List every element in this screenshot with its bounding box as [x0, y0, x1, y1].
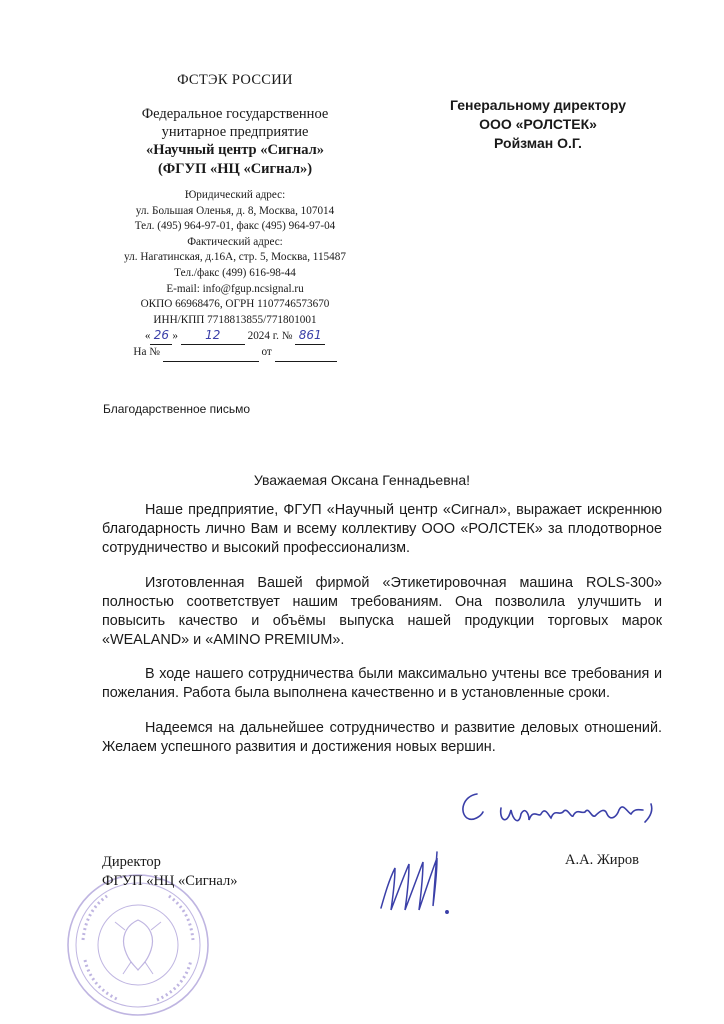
addressee-company: ООО «РОЛСТЕК» [479, 116, 597, 132]
org-name: «Научный центр «Сигнал» [145, 142, 325, 158]
ot-label: от [261, 345, 272, 358]
ref-year-text: 2024 г. № [247, 330, 293, 343]
org-short-name: (ФГУП «НЦ «Сигнал») [157, 161, 313, 177]
paragraph-2: Изготовленная Вашей фирмой «Этикетировочная машина ROLS-300» полностью соответствует нашим требованиям. Она позволила улучшить и повысить качество и объёмы выпуска нашей продукции торговых марок «WEALAND» и «AMINO PREMIUM». [102, 574, 662, 648]
addressee-position: Генеральному директору [450, 97, 626, 113]
okpo-ogrn: ОКПО 66968476, ОГРН 1107746573670 [140, 298, 330, 311]
incoming-ref-line [100, 345, 370, 362]
actual-address: ул. Нагатинская, д.16А, стр. 5, Москва, 115487 [124, 251, 346, 264]
legal-phone: Тел. (495) 964-97-01, факс (495) 964-97-04 [134, 220, 336, 233]
sender-header [100, 72, 370, 362]
signatory-name: А.А. Жиров [565, 852, 639, 868]
signatory-org: ФГУП «НЦ «Сигнал» [102, 873, 238, 889]
signatory-title [102, 853, 237, 891]
actual-address-label: Фактический адрес: [187, 235, 283, 248]
greeting: Уважаемая Оксана Геннадьевна! [253, 472, 471, 488]
ref-number: 861 [295, 328, 325, 345]
signature-scribble [375, 838, 465, 923]
agency-name: ФСТЭК РОССИИ [177, 72, 293, 88]
addressee-block [418, 96, 658, 153]
official-stamp [63, 870, 213, 1020]
legal-address: ул. Большая Оленья, д. 8, Москва, 107014 [135, 204, 335, 217]
paragraph-1: Наше предприятие, ФГУП «Научный центр «Сигнал», выражает искреннюю благодарность лично Вам и всему коллективу ООО «РОЛСТЕК» за плодотворное сотрудничество и высокий профессионализм. [102, 502, 662, 556]
ref-close-quote: » [172, 330, 179, 343]
org-type-line1: Федеральное государственное [141, 106, 329, 122]
paragraph-4: Надеемся на дальнейшее сотрудничество и развитие деловых отношений. Желаем успешного развития и достижения новых вершин. [102, 719, 662, 755]
org-type-line2: унитарное предприятие [161, 124, 309, 140]
email: E-mail: info@fgup.ncsignal.ru [166, 282, 304, 295]
ref-open-quote: « [144, 330, 151, 343]
paragraph-3: В ходе нашего сотрудничества были максимально учтены все требования и пожелания. Работа была выполнена качественно и в установленные сроки. [102, 666, 662, 701]
legal-address-label: Юридический адрес: [184, 189, 286, 201]
letter-body [102, 501, 662, 772]
ref-day: 26 [150, 328, 172, 345]
actual-phone: Тел./факс (499) 616-98-44 [174, 266, 296, 279]
na-label: На № [133, 345, 160, 358]
handwritten-regards [455, 788, 670, 838]
letter-subject: Благодарственное письмо [103, 402, 251, 416]
addressee-name: Ройзман О.Г. [494, 135, 582, 151]
ref-month: 12 [181, 328, 245, 345]
outgoing-ref-line [100, 328, 370, 345]
inn-kpp: ИНН/КПП 7718813855/771801001 [153, 313, 317, 326]
signatory-position: Директор [102, 854, 161, 870]
